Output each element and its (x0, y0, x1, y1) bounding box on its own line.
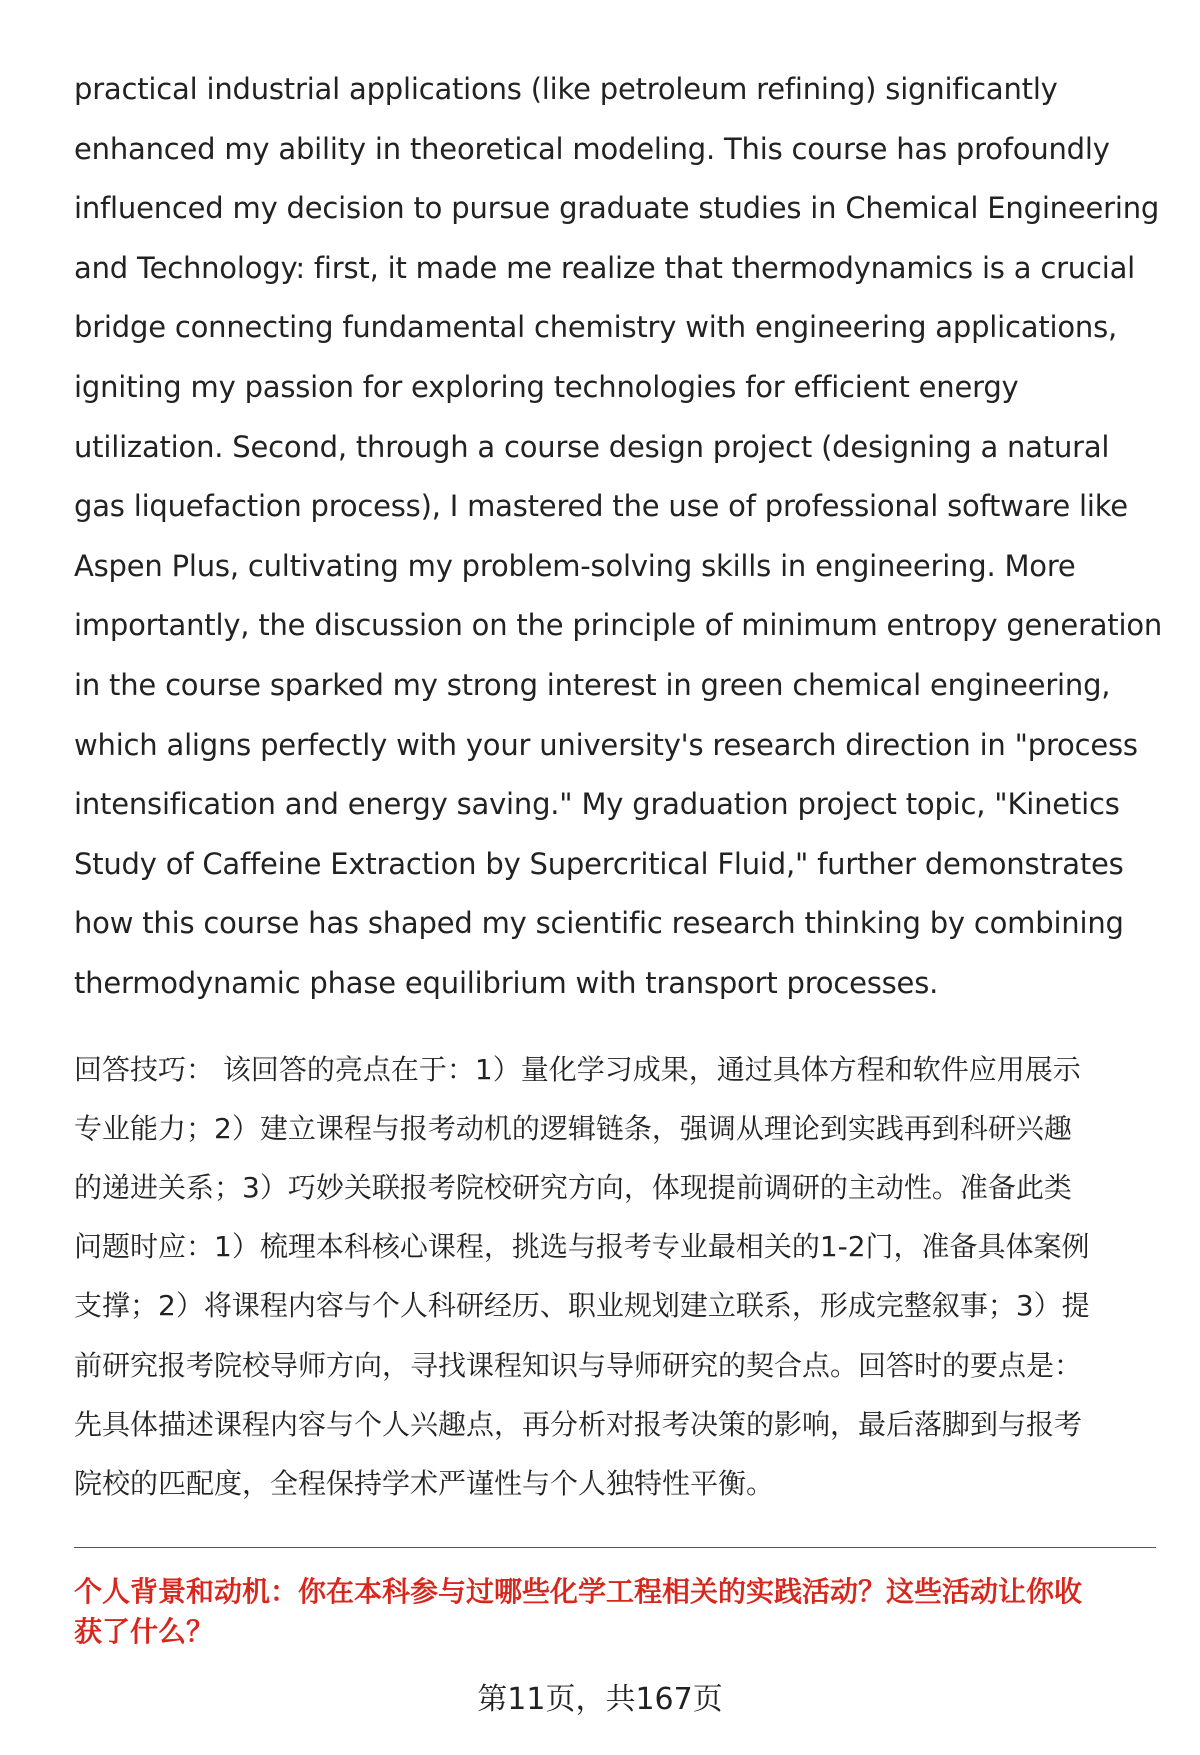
paragraph-line: how this course has shaped my scientific research thinking by combining (74, 906, 1124, 941)
answer-tips-paragraph (74, 1040, 1164, 1514)
paragraph-line: which aligns perfectly with your university's research direction in "process (74, 727, 1138, 762)
paragraph-line: enhanced my ability in theoretical modeling. This course has profoundly (74, 131, 1110, 166)
section-divider (74, 1547, 1156, 1548)
question-line: 个人背景和动机：你在本科参与过哪些化学工程相关的实践活动？这些活动让你收 (74, 1575, 1083, 1609)
tips-line: 问题时应：1）梳理本科核心课程，挑选与报考专业最相关的1-2门，准备具体案例 (74, 1230, 1090, 1264)
paragraph-line: importantly, the discussion on the principle of minimum entropy generation (74, 608, 1163, 643)
document-page (74, 60, 1164, 1652)
tips-line: 的递进关系；3）巧妙关联报考院校研究方向，体现提前调研的主动性。准备此类 (74, 1170, 1072, 1204)
english-answer-paragraph (74, 60, 1164, 1014)
paragraph-line: intensification and energy saving." My graduation project topic, "Kinetics (74, 787, 1120, 822)
paragraph-line: bridge connecting fundamental chemistry with engineering applications, (74, 310, 1117, 345)
paragraph-line: and Technology: first, it made me realize that thermodynamics is a crucial (74, 250, 1136, 285)
paragraph-line: igniting my passion for exploring technologies for efficient energy (74, 369, 1019, 404)
paragraph-line: practical industrial applications (like petroleum refining) significantly (74, 72, 1058, 106)
page-number-footer: 第11页，共167页 (477, 1682, 723, 1717)
tips-line: 院校的匹配度，全程保持学术严谨性与个人独特性平衡。 (74, 1466, 775, 1500)
next-question-heading (74, 1572, 1164, 1652)
paragraph-line: Study of Caffeine Extraction by Supercritical Fluid," further demonstrates (74, 846, 1124, 881)
paragraph-line: Aspen Plus, cultivating my problem-solving skills in engineering. More (74, 548, 1076, 583)
tips-line: 专业能力；2）建立课程与报考动机的逻辑链条，强调从理论到实践再到科研兴趣 (74, 1111, 1072, 1145)
question-line: 获了什么？ (74, 1615, 215, 1649)
tips-line: 支撑；2）将课程内容与个人科研经历、职业规划建立联系，形成完整叙事；3）提 (74, 1289, 1090, 1323)
paragraph-line: influenced my decision to pursue graduate studies in Chemical Engineering (74, 191, 1160, 226)
tips-line: 先具体描述课程内容与个人兴趣点，再分析对报考决策的影响，最后落脚到与报考 (74, 1407, 1083, 1441)
paragraph-line: thermodynamic phase equilibrium with transport processes. (74, 965, 939, 1000)
paragraph-line: utilization. Second, through a course design project (designing a natural (74, 429, 1110, 464)
paragraph-line: in the course sparked my strong interest in green chemical engineering, (74, 667, 1111, 702)
tips-line: 前研究报考院校导师方向，寻找课程知识与导师研究的契合点。回答时的要点是： (74, 1348, 1083, 1382)
tips-line: 回答技巧： 该回答的亮点在于：1）量化学习成果，通过具体方程和软件应用展示 (74, 1052, 1081, 1086)
paragraph-line: gas liquefaction process), I mastered the use of professional software like (74, 489, 1128, 524)
